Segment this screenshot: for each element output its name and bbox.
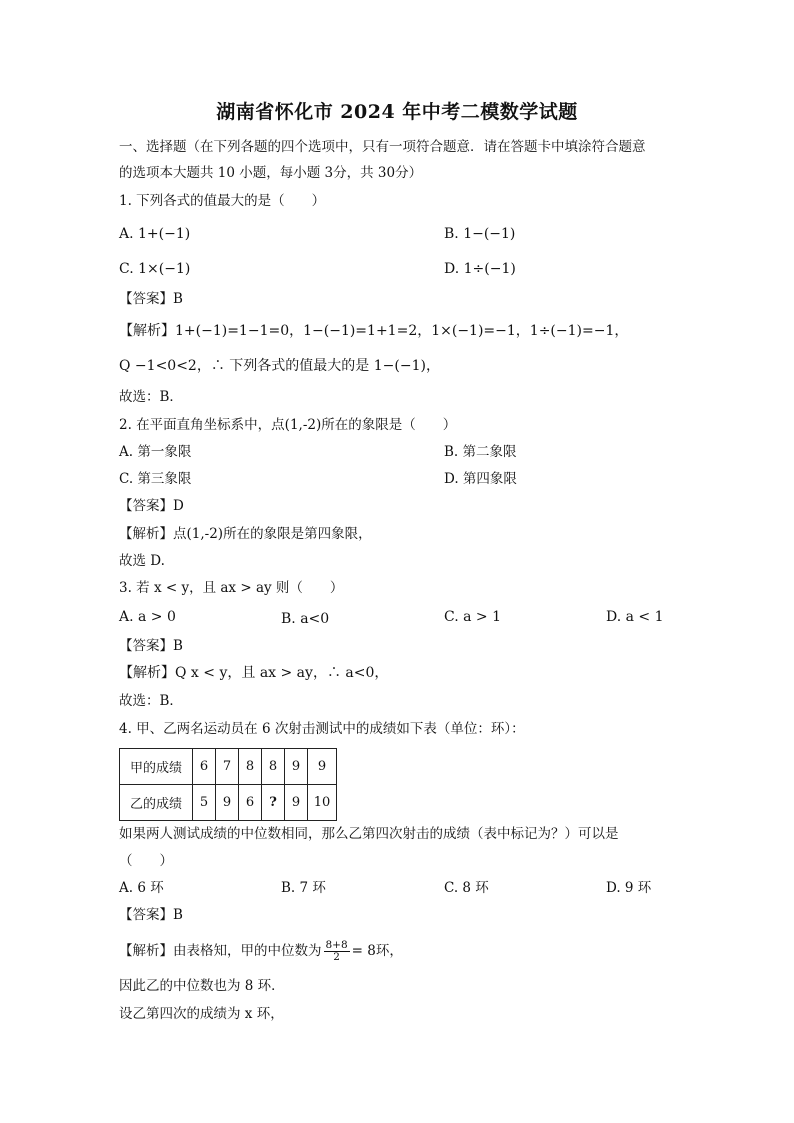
q2-option-a: A. 第一象限 — [119, 444, 192, 460]
table-cell: 6 — [193, 749, 216, 785]
table-cell: 8 — [262, 749, 285, 785]
q4-question-line1: 如果两人测试成绩的中位数相同，那么乙第四次射击的成绩（表中标记为？）可以是 — [119, 826, 619, 842]
q4-analysis-prefix: 【解析】由表格知，甲的中位数为 — [119, 943, 322, 959]
q4-analysis-line2: 因此乙的中位数也为 8 环． — [119, 978, 285, 994]
table-cell: 9 — [308, 749, 337, 785]
fraction-numerator: 8+8 — [325, 939, 348, 951]
table-cell: 9 — [285, 749, 308, 785]
q3-option-c: C. a > 1 — [444, 609, 501, 625]
q3-analysis: 【解析】Q x < y，且 ax > ay，∴ a<0， — [119, 665, 389, 681]
q3-option-b: B. a<0 — [281, 611, 330, 627]
q3-answer: 【答案】B — [119, 638, 183, 654]
q4-option-a: A. 6 环 — [119, 880, 164, 896]
q4-analysis-suffix: = 8环， — [351, 943, 403, 959]
table-cell: 9 — [216, 785, 239, 821]
q2-option-d: D. 第四象限 — [444, 471, 517, 487]
q1-option-b: B. 1−(−1) — [444, 226, 516, 242]
q1-analysis-line2: Q −1<0<2，∴ 下列各式的值最大的是 1−(−1)， — [119, 358, 440, 374]
table-cell: 7 — [216, 749, 239, 785]
q4-answer: 【答案】B — [119, 907, 183, 923]
q1-analysis-line1: 【解析】1+(−1)=1−1=0，1−(−1)=1+1=2，1×(−1)=−1，1÷(−1)=−1， — [119, 323, 629, 339]
q4-option-b: B. 7 环 — [281, 880, 326, 896]
table-row — [120, 749, 337, 785]
q4-analysis — [119, 937, 403, 965]
fraction-denominator: 2 — [333, 951, 340, 963]
q3-option-a: A. a > 0 — [119, 609, 176, 625]
table-cell: 8 — [239, 749, 262, 785]
q4-option-d: D. 9 环 — [606, 880, 652, 896]
q2-option-b: B. 第二象限 — [444, 444, 517, 460]
section-heading-line2: 的选项本大题共 10 小题，每小题 3分，共 30分） — [119, 165, 423, 181]
q4-stem: 4. 甲、乙两名运动员在 6 次射击测试中的成绩如下表（单位：环）： — [119, 721, 525, 737]
q1-answer: 【答案】B — [119, 291, 183, 307]
section-heading-line1: 一、选择题（在下列各题的四个选项中，只有一项符合题意．请在答题卡中填涂符合题意 — [119, 139, 646, 155]
q2-stem: 2. 在平面直角坐标系中，点(1,-2)所在的象限是（ ） — [119, 417, 457, 433]
row-label: 乙的成绩 — [120, 785, 193, 821]
q3-stem: 3. 若 x < y，且 ax > ay 则（ ） — [119, 580, 344, 596]
q4-analysis-line3: 设乙第四次的成绩为 x 环， — [119, 1006, 284, 1022]
q3-conclusion: 故选：B． — [119, 693, 183, 709]
q1-option-d: D. 1÷(−1) — [444, 261, 516, 277]
page-title: 湖南省怀化市 2024 年中考二模数学试题 — [216, 101, 578, 123]
q2-conclusion: 故选 D. — [119, 553, 165, 569]
q2-option-c: C. 第三象限 — [119, 471, 192, 487]
table-cell: 9 — [285, 785, 308, 821]
table-cell: 6 — [239, 785, 262, 821]
unknown-cell: ? — [262, 785, 285, 821]
q4-question-line2: （ ） — [119, 853, 173, 869]
q1-option-a: A. 1+(−1) — [119, 226, 191, 242]
q1-stem: 1. 下列各式的值最大的是（ ） — [119, 193, 326, 209]
table-cell: 10 — [308, 785, 337, 821]
table-row — [120, 785, 337, 821]
q1-conclusion: 故选：B． — [119, 389, 183, 405]
q3-option-d: D. a < 1 — [606, 609, 664, 625]
median-fraction — [324, 940, 350, 963]
q4-option-c: C. 8 环 — [444, 880, 489, 896]
row-label: 甲的成绩 — [120, 749, 193, 785]
q2-analysis: 【解析】点(1,-2)所在的象限是第四象限， — [119, 526, 372, 542]
q2-answer: 【答案】D — [119, 498, 184, 514]
q1-option-c: C. 1×(−1) — [119, 261, 191, 277]
scores-table — [119, 748, 337, 821]
table-cell: 5 — [193, 785, 216, 821]
